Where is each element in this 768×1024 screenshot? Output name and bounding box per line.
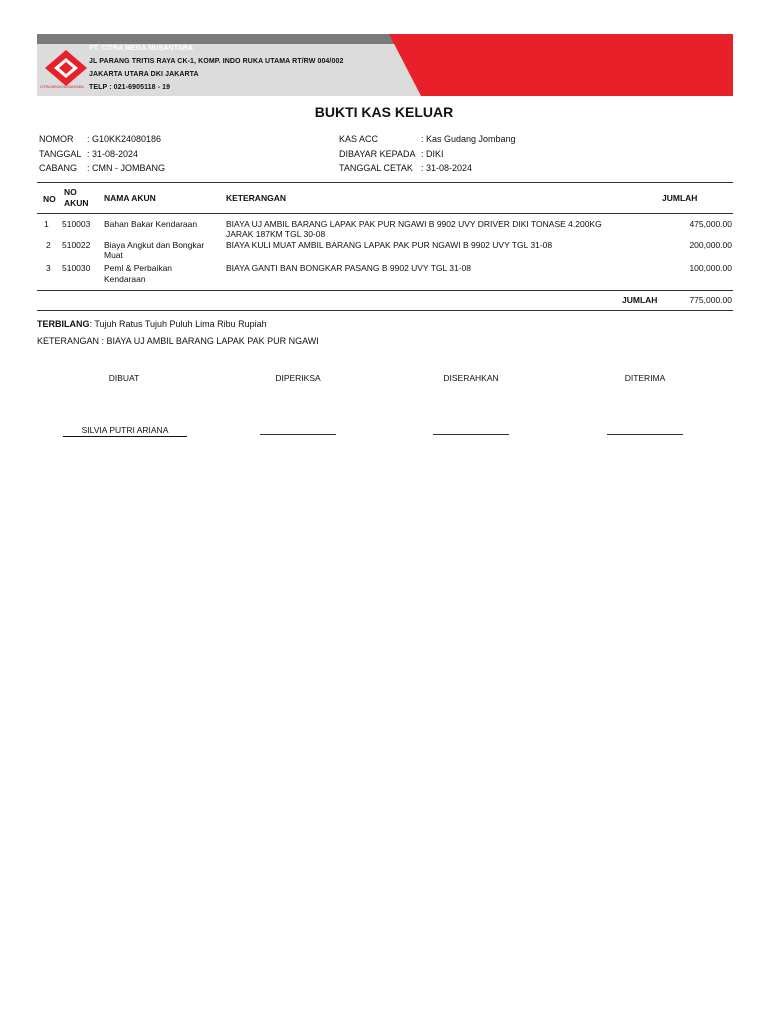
signature-diperiksa-label: DIPERIKSA: [275, 373, 321, 383]
meta-nomor: [39, 134, 161, 144]
company-phone: TELP : 021-6905118 - 19: [89, 84, 171, 91]
meta-cabang: [39, 163, 165, 173]
logo-caption: CITRA MEGA NUSANTARA: [40, 85, 84, 89]
nomor-value: : G10KK24080186: [87, 134, 162, 144]
cabang-label: CABANG: [39, 163, 78, 173]
dibayar-label: DIBAYAR KEPADA: [339, 149, 416, 159]
company-city: JAKARTA UTARA DKI JAKARTA: [89, 71, 199, 78]
signature-diserahkan-label: DISERAHKAN: [443, 373, 499, 383]
terbilang-label: TERBILANG: [37, 319, 90, 329]
nomor-label: NOMOR: [39, 134, 74, 144]
signature-diterima-line: [607, 434, 683, 435]
table-row-2-keterangan: BIAYA KULI MUAT AMBIL BARANG LAPAK PAK PUR NGAWI B 9902 UVY TGL 31-08: [226, 240, 553, 250]
tgl-cetak-label: TANGGAL CETAK: [339, 163, 413, 173]
tanggal-value: : 31-08-2024: [87, 149, 139, 159]
table-row-2-nama: Biaya Angkut dan Bongkar: [104, 240, 205, 250]
table-row-1-keterangan: BIAYA UJ AMBIL BARANG LAPAK PAK PUR NGAWI B 9902 UVY DRIVER DIKI TONASE 4.200KG: [226, 219, 602, 229]
table-row-2-nama-cont: Muat: [104, 250, 123, 260]
col-header-keterangan: KETERANGAN: [226, 193, 286, 203]
table-row-2-jumlah: 200,000.00: [689, 240, 732, 250]
table-row-3-nama-cont: Kendaraan: [104, 274, 146, 284]
company-name: PT. CITRA MEGA NUSANTARA: [89, 45, 194, 52]
table-row-1-akun: 510003: [62, 219, 91, 229]
table-row-3-no: 3: [46, 263, 51, 273]
keterangan-line: KETERANGAN : BIAYA UJ AMBIL BARANG LAPAK PAK PUR NGAWI: [37, 336, 319, 346]
tanggal-label: TANGGAL: [39, 149, 82, 159]
meta-kas-acc: [339, 134, 516, 144]
kas-acc-label: KAS ACC: [339, 134, 379, 144]
dibayar-value: : DIKI: [421, 149, 444, 159]
signature-dibuat-name: SILVIA PUTRI ARIANA: [63, 425, 187, 437]
cabang-value: : CMN - JOMBANG: [87, 163, 165, 173]
total-value: 775,000.00: [689, 295, 732, 305]
terbilang-line: [37, 319, 267, 329]
col-header-no-akun-line2: AKUN: [64, 198, 89, 208]
table-bottom-rule: [37, 310, 733, 311]
company-address: JL PARANG TRITIS RAYA CK-1, KOMP. INDO RUKA UTAMA RT/RW 004/002: [89, 58, 344, 65]
meta-tanggal-cetak: [339, 163, 472, 173]
signature-diterima-label: DITERIMA: [624, 373, 666, 383]
table-top-rule: [37, 182, 733, 183]
document-title: BUKTI KAS KELUAR: [314, 104, 454, 120]
table-header-rule: [37, 213, 733, 214]
meta-dibayar: [339, 149, 444, 159]
table-row-3-nama: Peml & Perbaikan: [104, 263, 173, 273]
tgl-cetak-value: : 31-08-2024: [421, 163, 473, 173]
signature-diperiksa-line: [260, 434, 336, 435]
table-row-1-nama: Bahan Bakar Kendaraan: [104, 219, 198, 229]
total-label: JUMLAH: [622, 295, 658, 305]
kas-acc-value: : Kas Gudang Jombang: [421, 134, 516, 144]
company-logo: [43, 48, 89, 88]
table-row-1-jumlah: 475,000.00: [689, 219, 732, 229]
table-row-2-no: 2: [46, 240, 51, 250]
table-row-3-jumlah: 100,000.00: [689, 263, 732, 273]
terbilang-value: : Tujuh Ratus Tujuh Puluh Lima Ribu Rupiah: [89, 319, 267, 329]
col-header-jumlah: JUMLAH: [662, 193, 698, 203]
signature-dibuat-label: DIBUAT: [108, 373, 140, 383]
col-header-no-akun-line1: NO: [64, 187, 77, 197]
table-row-2-akun: 510022: [62, 240, 91, 250]
meta-tanggal: [39, 149, 138, 159]
signature-diserahkan-line: [433, 434, 509, 435]
table-row-3-akun: 510030: [62, 263, 91, 273]
table-body-rule: [37, 290, 733, 291]
col-header-nama-akun: NAMA AKUN: [104, 193, 156, 203]
col-header-no: NO: [43, 194, 56, 204]
table-row-1-keterangan-cont: JARAK 187KM TGL 30-08: [226, 229, 326, 239]
table-row-1-no: 1: [44, 219, 49, 229]
table-row-3-keterangan: BIAYA GANTI BAN BONGKAR PASANG B 9902 UVY TGL 31-08: [226, 263, 472, 273]
